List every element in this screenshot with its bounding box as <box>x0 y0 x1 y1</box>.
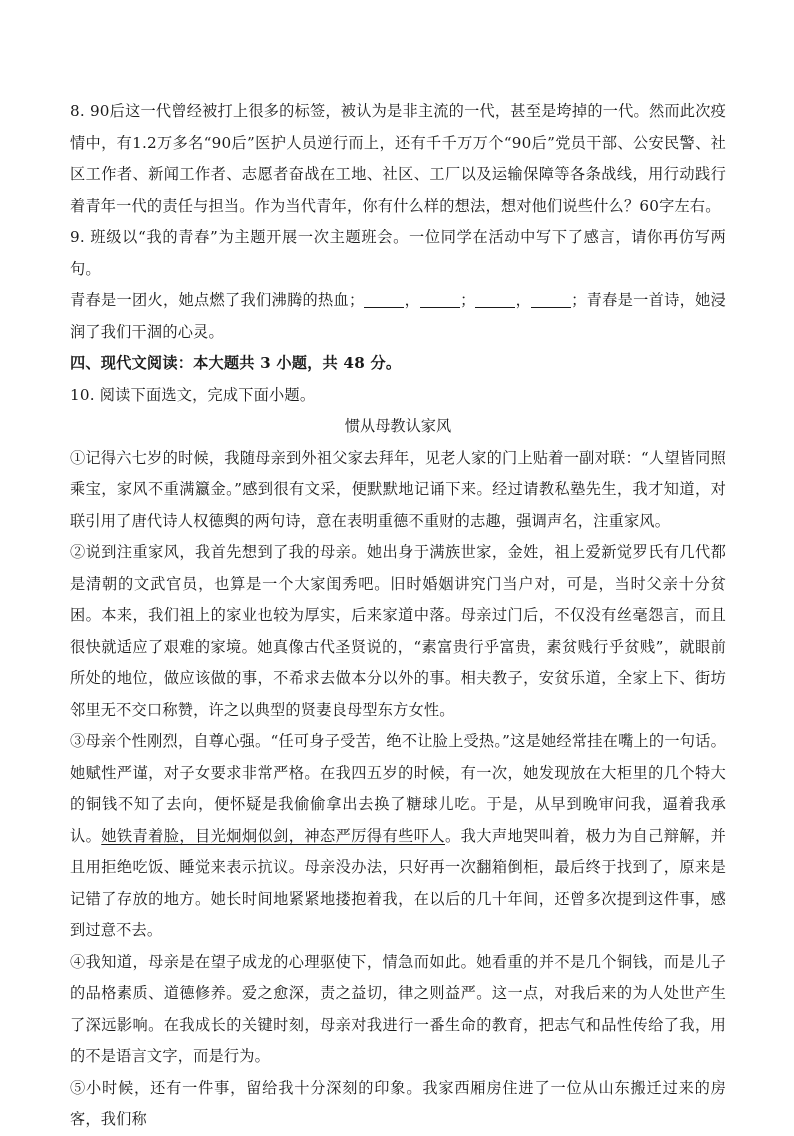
underlined-sentence: 她铁青着脸，目光炯炯似剑，神态严厉得有些吓人 <box>101 826 445 845</box>
paragraph-5: ⑤小时候，还有一件事，留给我十分深刻的印象。我家西厢房住进了一位从山东搬迁过来的房客，我们称 <box>70 1078 726 1128</box>
question-9-line: 青春是一团火，她点燃了我们沸腾的热血； ， ； ， ；青春是一首诗，她浸润了我们干涸的心灵。 <box>70 291 727 341</box>
answer-blank-4[interactable] <box>531 289 571 308</box>
paragraph-2: ②说到注重家风，我首先想到了我的母亲。她出身于满族世家，金姓，祖上爱新觉罗氏有几代都是清朝的文武官员，也算是一个大家闺秀吧。旧时婚姻讲究门当户对，可是，当时父亲十分贫困。本来，我们祖上的家业也较为厚实，后来家道中落。母亲过门后，不仅没有丝毫怨言，而且很快就适应了艰难的家境。她真像古代圣贤说的，“素富贵行乎富贵，素贫贱行乎贫贱”，就眼前所处的地位，做应该做的事，不希求去做本分以外的事。相夫教子，安贫乐道，全家上下、街坊邻里无不交口称赞，许之以典型的贤妻良母型东方女性。 <box>70 543 726 719</box>
answer-blank-1[interactable] <box>364 289 404 308</box>
answer-blank-2[interactable] <box>420 289 460 308</box>
paragraph-3: ③母亲个性刚烈，自尊心强。“任可身子受苦，绝不让脸上受热。”这是她经常挂在嘴上的一句话。她赋性严谨，对子女要求非常严格。在我四五岁的时候，有一次，她发现放在大柜里的几个特大的铜钱不知了去向，便怀疑是我偷偷拿出去换了糖球儿吃。于是，从早到晚审问我，逼着我承认。她铁青着脸，目光炯炯似剑，神态严厉得有些吓人。我大声地哭叫着，极力为自己辩解，并且用拒绝吃饭、睡觉来表示抗议。母亲没办法，只好再一次翻箱倒柜，最后终于找到了，原来是记错了存放的地方。她长时间地紧紧地搂抱着我，在以后的几十年间，还曾多次提到这件事，感到过意不去。 <box>70 732 726 939</box>
paragraph-1: ①记得六七岁的时候，我随母亲到外祖父家去拜年，见老人家的门上贴着一副对联：“人望皆同照乘宝，家风不重满籝金。”感到很有文采，便默默地记诵下来。经过请教私塾先生，我才知道，对联引用了唐代诗人权德舆的两句诗，意在表明重德不重财的志趣，强调声名，注重家风。 <box>70 448 726 530</box>
question-8: 8. 90后这一代曾经被打上很多的标签，被认为是非主流的一代，甚至是垮掉的一代。然而此次疫情中，有1.2万多名“90后”医护人员逆行而上，还有千千万万个“90后”党员干部、公安民警、社区工作者、新闻工作者、志愿者奋战在工地、社区、工厂以及运输保障等各条战线，用行动践行着青年一代的责任与担当。作为当代青年，你有什么样的想法，想对他们说些什么？60字左右。 <box>70 102 726 215</box>
answer-blank-3[interactable] <box>475 289 515 308</box>
question-10: 10. 阅读下面选文，完成下面小题。 <box>70 385 316 404</box>
article-title: 惯从母教认家风 <box>344 417 452 435</box>
paragraph-4: ④我知道，母亲是在望子成龙的心理驱使下，情急而如此。她看重的并不是几个铜钱，而是儿子的品格素质、道德修养。爱之愈深，责之益切，律之则益严。这一点，对我后来的为人处世产生了深远影响。在我成长的关键时刻，母亲对我进行一番生命的教育，把志气和品性传给了我，用的不是语言文字，而是行为。 <box>70 952 726 1065</box>
question-9: 9. 班级以“我的青春”为主题开展一次主题班会。一位同学在活动中写下了感言，请你再仿写两句。 <box>70 228 726 278</box>
section-heading: 四、现代文阅读：本大题共 3 小题，共 48 分。 <box>70 354 402 372</box>
document-page <box>70 96 726 1136</box>
